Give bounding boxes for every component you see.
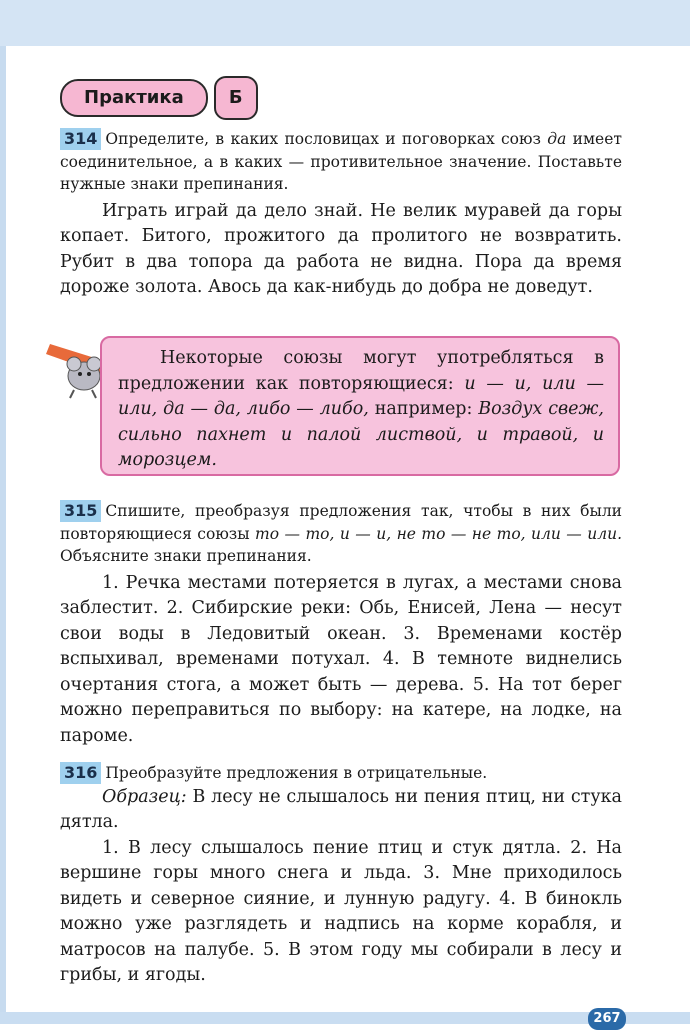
exercise-314-task-after: имеет соединительное, а в каких — противительное значение. Поставьте нужные знаки препинания. [60, 130, 622, 193]
exercise-314-task-union: да [547, 130, 567, 148]
exercise-316-task-text: Преобразуйте предложения в отрицательные. [105, 764, 488, 782]
exercise-315-task-after: Объясните знаки препинания. [60, 547, 312, 565]
exercise-316 [60, 762, 622, 989]
section-label: Практика [60, 79, 208, 117]
section-badge [60, 78, 258, 118]
exercise-315 [60, 500, 622, 749]
section-letter: Б [214, 76, 258, 120]
rule-example-1: Воздух свеж, сильно пахнет и палой листвой, [118, 399, 604, 445]
page-number: 267 [588, 1008, 626, 1030]
rule-box [100, 336, 620, 476]
exercise-316-number: 316 [60, 762, 101, 784]
exercise-314 [60, 128, 622, 301]
exercise-314-task [60, 128, 622, 196]
rule-union-2: или — или, да — да, либо — либо, [118, 373, 604, 419]
exercise-315-task-unions: то — то, и — и, не то — не то, или — или. [255, 524, 622, 543]
exercise-314-task-before: Определите, в каких пословицах и поговорках союз [105, 130, 548, 148]
exercise-315-number: 315 [60, 500, 101, 522]
exercise-316-task [60, 762, 622, 785]
top-band [0, 0, 690, 46]
rule-intro: Некоторые союзы могут употребляться в предложении как повторяющиеся: [118, 348, 604, 394]
exercise-316-text: 1. В лесу слышалось пение птиц и стук дятла. 2. На вершине горы много снега и льда. 3. Мне приходилось видеть и северное сияние, и лунную радугу. 4. В бинокль можно уже разглядеть и надпись на корме корабля, и матросов на палубе. 5. В этом году мы собирали в лесу и грибы, и ягоды. [60, 837, 622, 985]
exercise-316-sample-text: В лесу не слышалось ни пения птиц, ни стука дятла. [60, 786, 622, 832]
exercise-314-number: 314 [60, 128, 101, 150]
exercise-315-text: 1. Речка местами потеряется в лугах, а местами снова заблестит. 2. Сибирские реки: Обь, Енисей, Лена — несут свои воды в Ледовитый океан. 3. Временами костёр вспыхивал, временами потухал. 4. В темноте виднелись очертания стога, а может быть — дерева. 5. На тот берег можно переправиться по выбору: на катере, на лодке, на пароме. [60, 572, 622, 746]
bottom-band [0, 1012, 690, 1024]
exercise-315-task [60, 500, 622, 568]
rule-example-lead: например: [368, 399, 473, 419]
exercise-315-task-before: Спишите, преобразуя предложения так, чтобы в них были повторяющиеся союзы [60, 502, 622, 543]
page-edge [0, 0, 6, 1024]
exercise-314-text: Играть играй да дело знай. Не велик муравей да горы копает. Битого, прожитого да пролитого не возвратить. Рубит в два топора да работа не видна. Пора да время дороже золота. Авось да как-нибудь до добра не доведут. [60, 200, 622, 297]
rule-union-1: и — и, [464, 373, 532, 394]
rule-example-2: и травой, и морозцем. [118, 424, 604, 470]
exercise-316-sample [60, 785, 622, 836]
rule-text [118, 346, 604, 474]
exercise-316-sample-label: Образец: [102, 786, 187, 807]
